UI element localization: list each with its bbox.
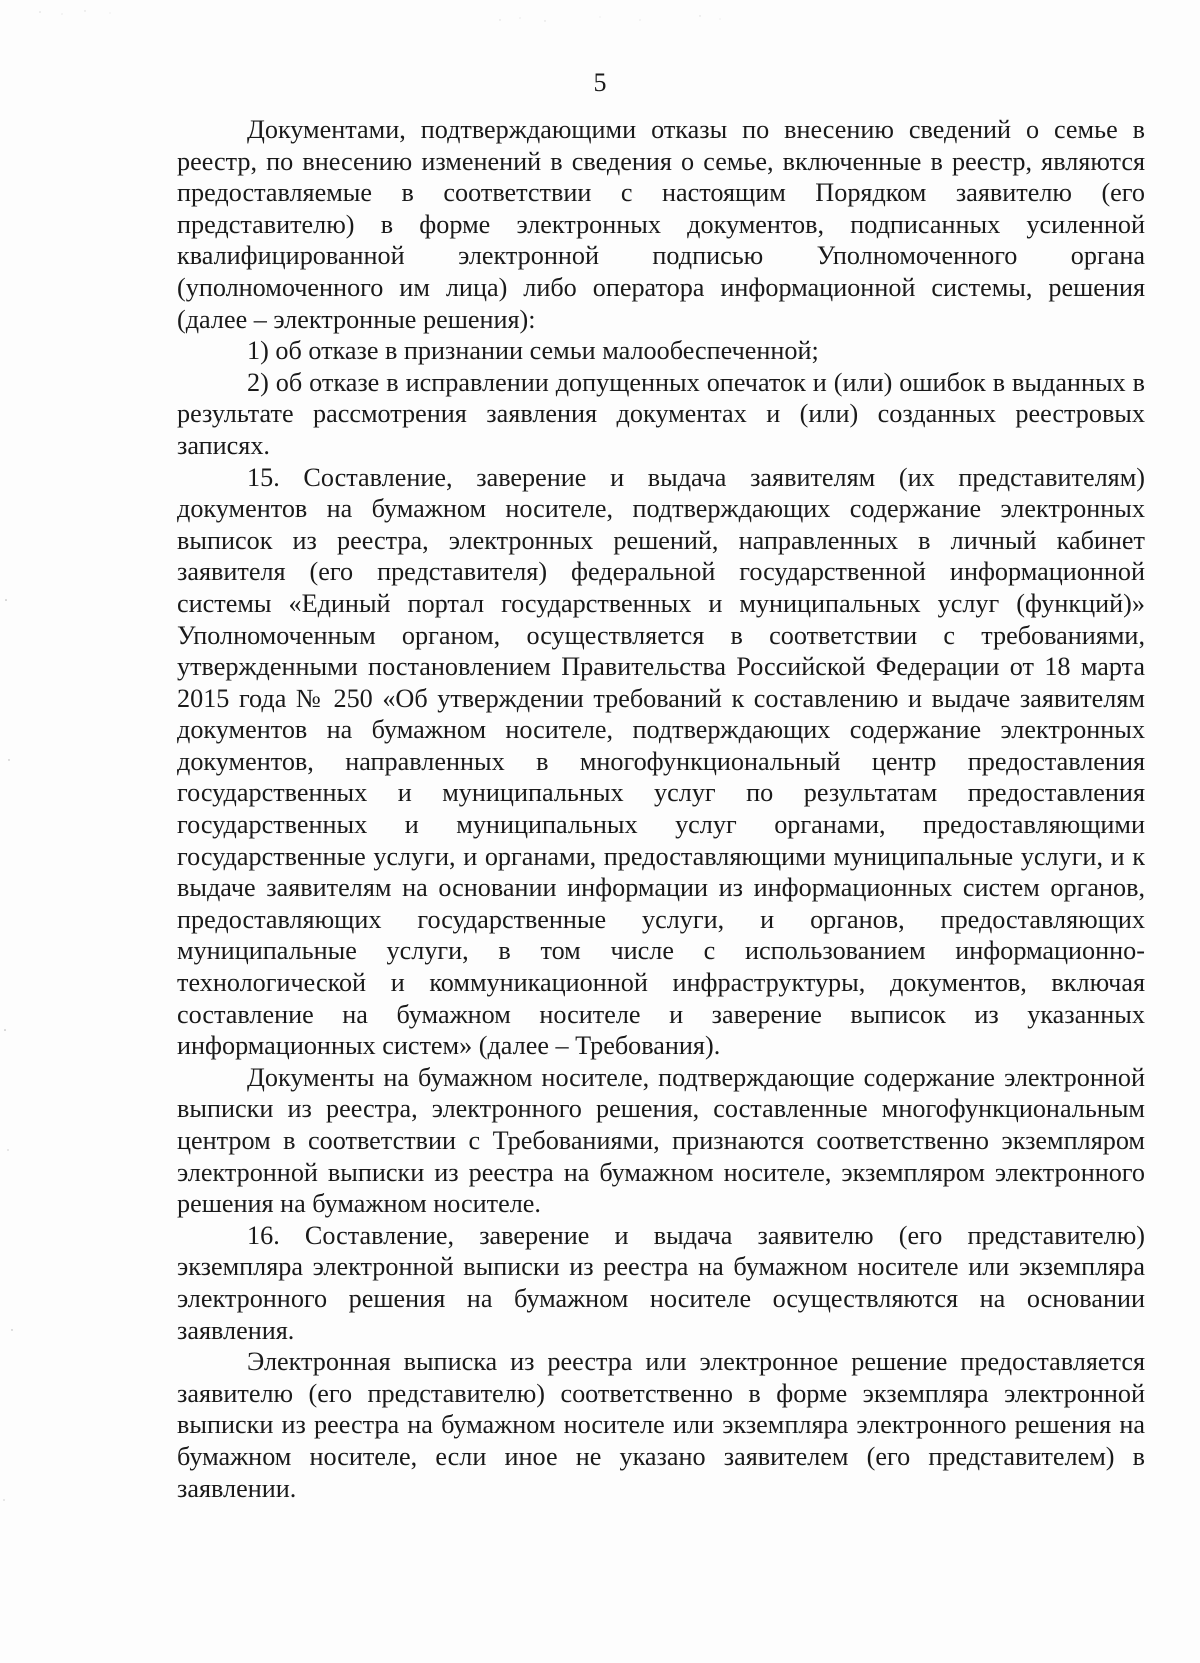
paragraph-paper-documents: Документы на бумажном носителе, подтверждающие содержание электронной выписки из реестра, электронного решения, составленные многофункциональным центром в соответствии с Требованиями, признаются соответственно экземпляром электронной выписки из реестра на бумажном носителе, экземпляром электронного решения на бумажном носителе. (177, 1062, 1145, 1219)
paragraph-refusal-documents: Документами, подтверждающими отказы по внесению сведений о семье в реестр, по внесению изменений в сведения о семье, включенные в реестр, являются предоставляемые в соответствии с настоящим Порядком заявителю (его представителю) в форме электронных документов, подписанных усиленной квалифицированной электронной подписью Уполномоченного органа (уполномоченного им лица) либо оператора информационной системы, решения (далее – электронные решения): (177, 115, 1145, 334)
page-number: 5 (593, 68, 607, 97)
scan-noise-left-edge (0, 0, 40, 1663)
list-item-1: 1) об отказе в признании семьи малообеспеченной; (247, 336, 819, 366)
scan-noise-top (0, 8, 1200, 28)
paragraph-electronic-extract: Электронная выписка из реестра или электронное решение предоставляется заявителю (его представителю) соответственно в форме экземпляра электронной выписки из реестра на бумажном носителе или экземпляра электронного решения на бумажном носителе, если иное не указано заявителем (его представителем) в заявлении. (177, 1347, 1145, 1503)
paragraph-section-16: 16. Составление, заверение и выдача заявителю (его представителю) экземпляра электронной выписки из реестра на бумажном носителе или экземпляра электронного решения на бумажном носителе осуществляются на основании заявления. (177, 1220, 1145, 1345)
list-item-2: 2) об отказе в исправлении допущенных опечаток и (или) ошибок в выданных в результате рассмотрения заявления документах и (или) созданных реестровых записях. (177, 367, 1145, 460)
document-body (177, 114, 1145, 1504)
paragraph-section-15: 15. Составление, заверение и выдача заявителям (их представителям) документов на бумажном носителе, подтверждающих содержание электронных выписок из реестра, электронных решений, направленных в личный кабинет заявителя (его представителя) федеральной государственной информационной системы «Единый портал государственных и муниципальных услуг (функций)» Уполномоченным органом, осуществляется в соответствии с требованиями, утвержденными постановлением Правительства Российской Федерации от 18 марта 2015 года № 250 «Об утверждении требований к составлению и выдаче заявителям документов на бумажном носителе, подтверждающих содержание электронных документов, направленных в многофункциональный центр предоставления государственных и муниципальных услуг по результатам предоставления государственных и муниципальных услуг органами, предоставляющими государственные услуги, и органами, предоставляющими муниципальные услуги, и к выдаче заявителям на основании информации из информационных систем органов, предоставляющих государственные услуги, и органов, предоставляющих муниципальные услуги, в том числе с использованием информационно-технологической и коммуникационной инфраструктуры, документов, включая составление на бумажном носителе и заверение выписок из указанных информационных систем» (далее – Требования). (177, 462, 1145, 1061)
